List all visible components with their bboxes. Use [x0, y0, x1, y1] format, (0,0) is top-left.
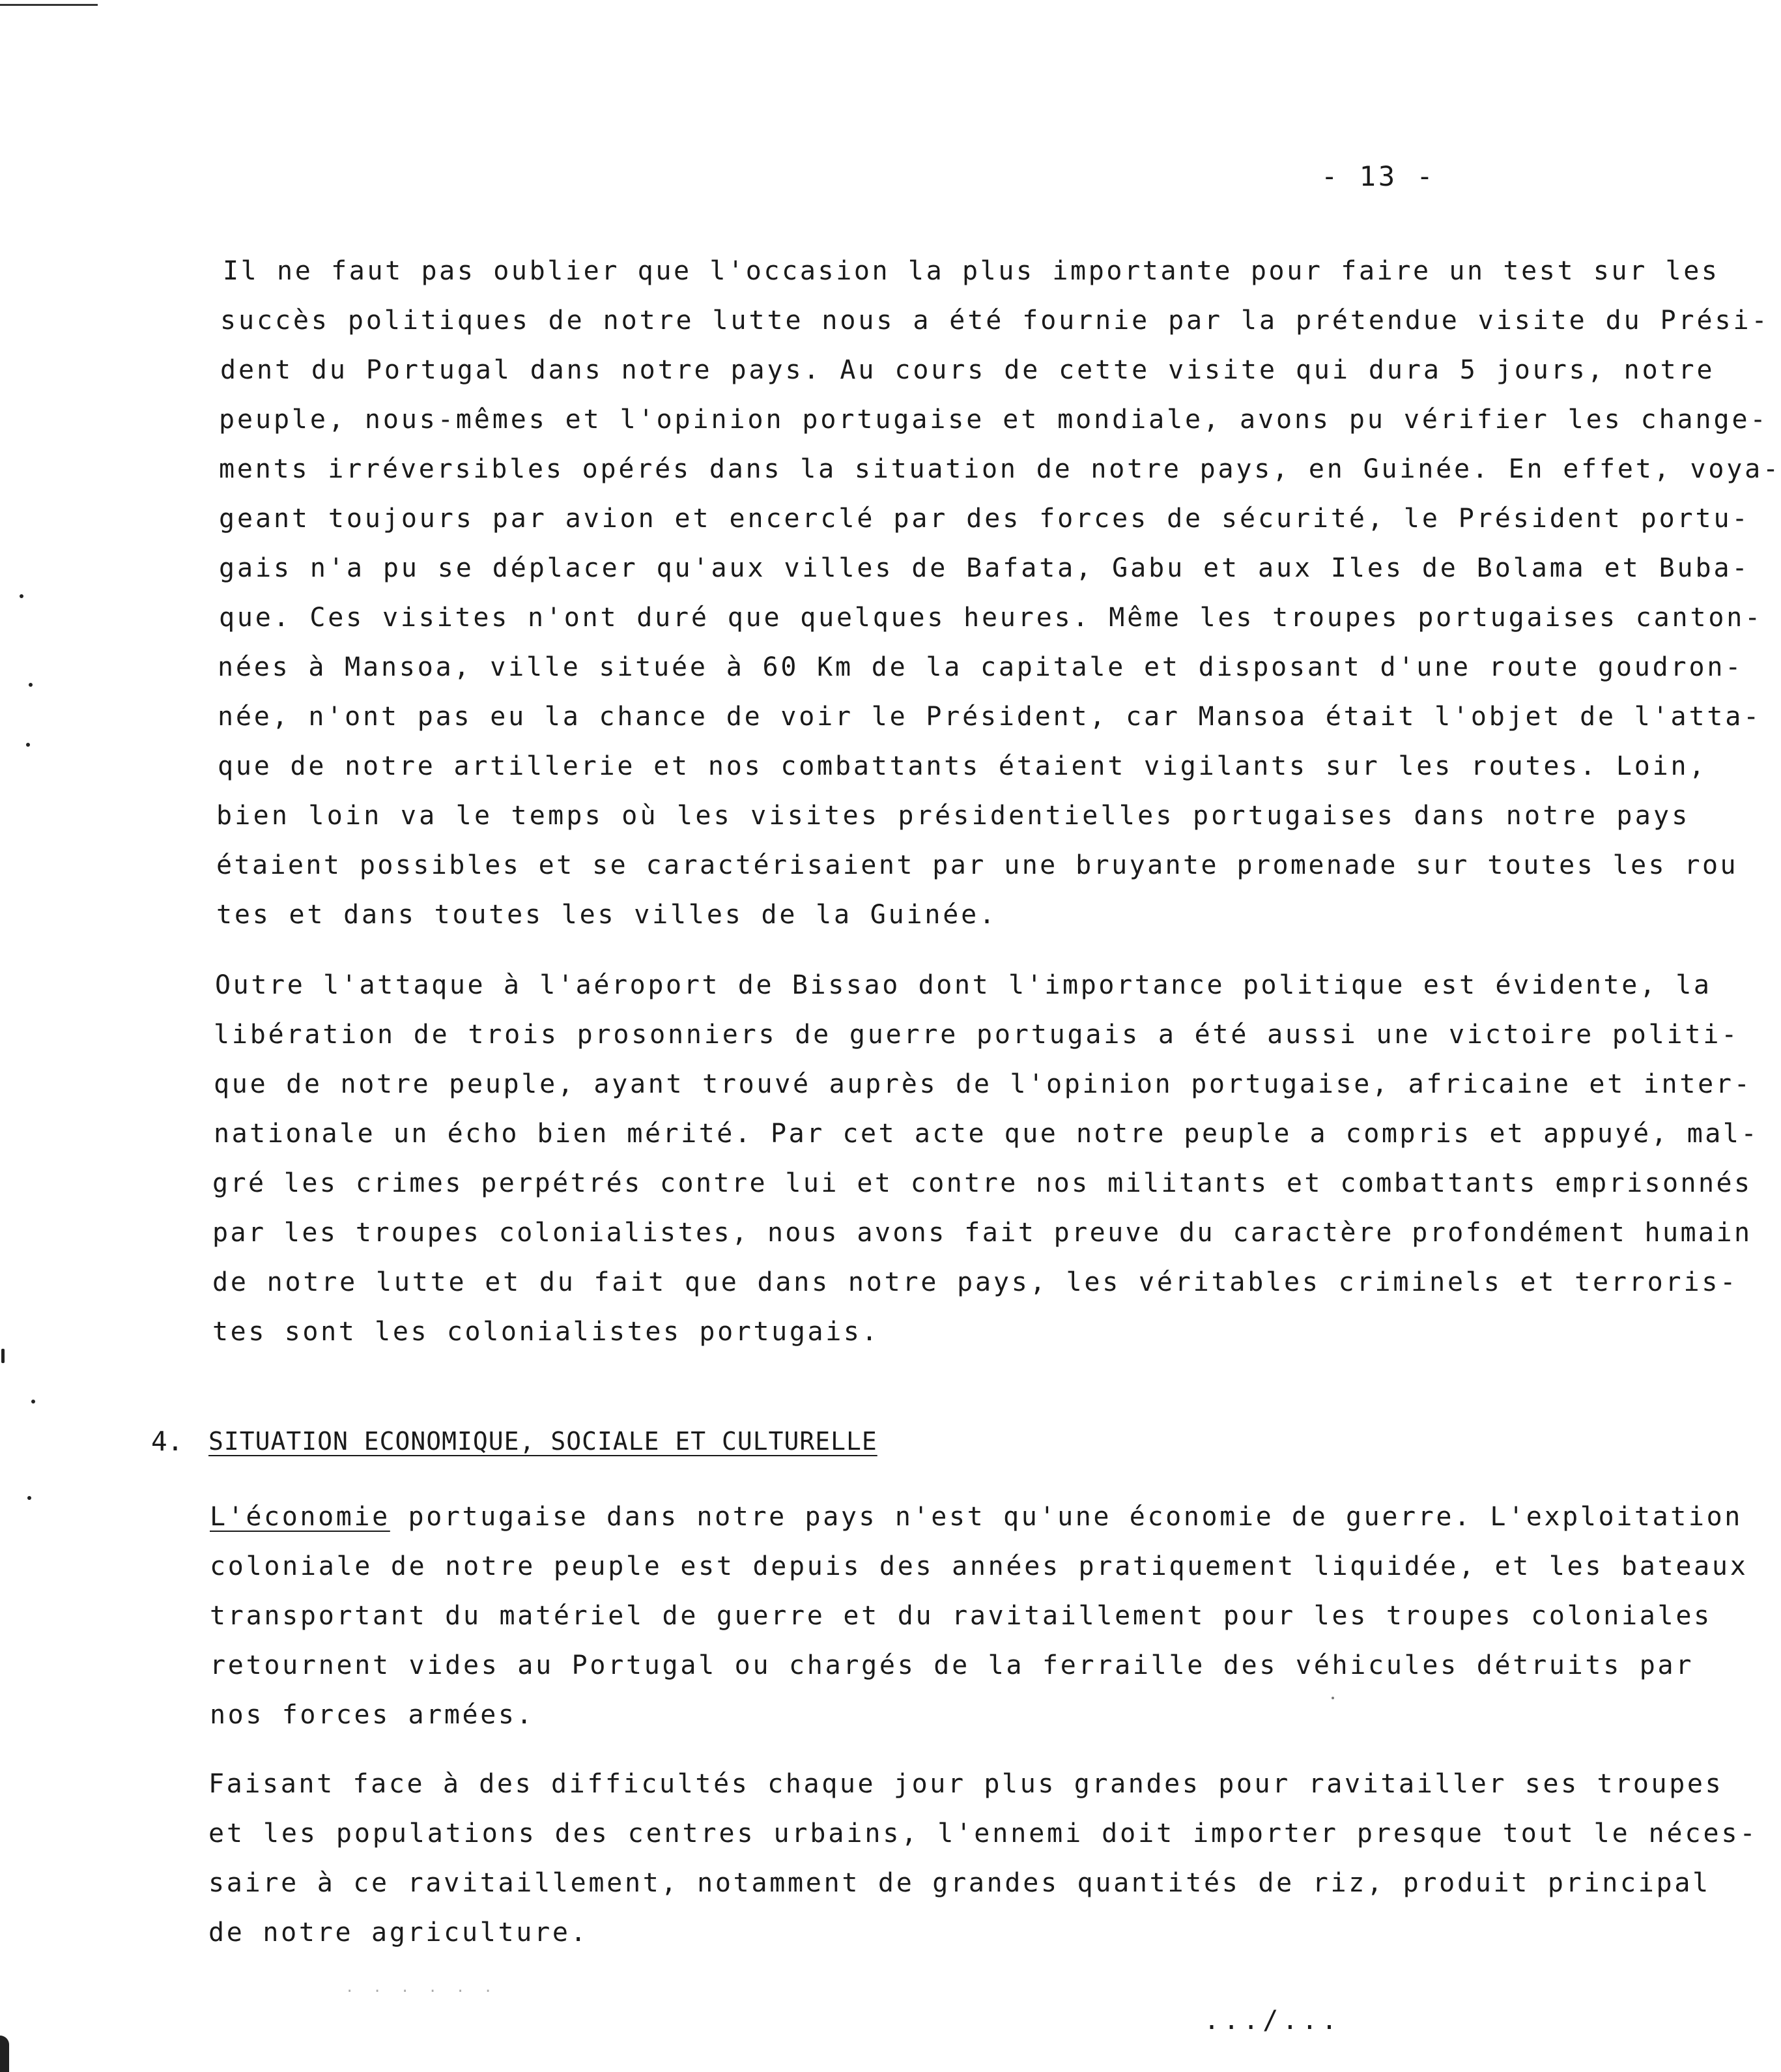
text-line: succès politiques de notre lutte nous a été fournie par la prétendue visite du Prési- [220, 306, 1770, 336]
text-line: libération de trois prosonniers de guerre portugais a été aussi une victoire politi- [214, 1020, 1740, 1050]
text-line: étaient possibles et se caractérisaient par une bruyante promenade sur toutes les rou [216, 850, 1738, 880]
section-number: 4. [151, 1426, 184, 1457]
faint-dots: · · · · · · [345, 1983, 498, 2000]
scan-edge [0, 2036, 9, 2072]
text-line: gré les crimes perpétrés contre lui et contre nos militants et combattants emprisonnés [212, 1168, 1752, 1198]
text-line [210, 1501, 1743, 1532]
text-line: Outre l'attaque à l'aéroport de Bissao dont l'importance politique est évidente, la [215, 970, 1712, 1000]
text-line: gais n'a pu se déplacer qu'aux villes de Bafata, Gabu et aux Iles de Bolama et Buba- [219, 553, 1750, 583]
text-line: dent du Portugal dans notre pays. Au cours de cette visite qui dura 5 jours, notre [220, 355, 1715, 385]
text-line: Faisant face à des difficultés chaque jour plus grandes pour ravitailler ses troupes [208, 1769, 1724, 1799]
text-line: née, n'ont pas eu la chance de voir le Président, car Mansoa était l'objet de l'atta- [218, 702, 1761, 732]
text-line: geant toujours par avion et encerclé par des forces de sécurité, le Président portu- [219, 504, 1750, 534]
top-rule [0, 4, 98, 6]
scan-speck [1, 1349, 5, 1363]
continuation-mark: .../... [1204, 2006, 1341, 2036]
scan-speck [1332, 1697, 1334, 1699]
scan-speck [31, 1400, 35, 1403]
text-line: nos forces armées. [210, 1700, 535, 1730]
text-line: de notre agriculture. [208, 1918, 589, 1948]
scan-speck [27, 1496, 31, 1500]
text-line: saire à ce ravitaillement, notamment de grandes quantités de riz, produit principal [208, 1868, 1711, 1898]
underlined-word: L'économie [210, 1502, 390, 1532]
text-line: de notre lutte et du fait que dans notre pays, les véritables criminels et terroris- [212, 1267, 1739, 1297]
text-line: peuple, nous-mêmes et l'opinion portugaise et mondiale, avons pu vérifier les change- [219, 405, 1769, 435]
text-line: Il ne faut pas oublier que l'occasion la plus importante pour faire un test sur les [223, 256, 1720, 286]
text-span: portugaise dans notre pays n'est qu'une économie de guerre. L'exploitation [390, 1502, 1743, 1532]
text-line: bien loin va le temps où les visites présidentielles portugaises dans notre pays [216, 801, 1690, 831]
scan-speck [29, 683, 33, 687]
text-line: tes et dans toutes les villes de la Guinée. [216, 900, 997, 930]
text-line: retournent vides au Portugal ou chargés de la ferraille des véhicules détruits par [210, 1650, 1694, 1680]
text-line: ments irréversibles opérés dans la situation de notre pays, en Guinée. En effet, voya- [219, 454, 1781, 484]
text-line: nationale un écho bien mérité. Par cet acte que notre peuple a compris et appuyé, mal- [214, 1119, 1760, 1149]
section-title: SITUATION ECONOMIQUE, SOCIALE ET CULTURELLE [208, 1427, 877, 1456]
text-line: transportant du matériel de guerre et du ravitaillement pour les troupes coloniales [210, 1601, 1712, 1631]
text-line: nées à Mansoa, ville située à 60 Km de la capitale et disposant d'une route goudron- [218, 652, 1744, 682]
page-number: - 13 - [1321, 160, 1436, 192]
text-line: que de notre peuple, ayant trouvé auprès de l'opinion portugaise, africaine et inter- [214, 1069, 1752, 1099]
text-line: que de notre artillerie et nos combattants étaient vigilants sur les routes. Loin, [218, 751, 1707, 781]
text-line: que. Ces visites n'ont duré que quelques heures. Même les troupes portugaises canton- [219, 603, 1763, 633]
scan-speck [26, 743, 30, 747]
text-line: et les populations des centres urbains, l'ennemi doit importer presque tout le néces- [208, 1819, 1758, 1849]
text-line: par les troupes colonialistes, nous avons fait preuve du caractère profondément humain [212, 1218, 1752, 1248]
text-line: tes sont les colonialistes portugais. [212, 1317, 880, 1347]
scan-speck [20, 594, 23, 598]
text-line: coloniale de notre peuple est depuis des années pratiquement liquidée, et les bateaux [210, 1551, 1748, 1581]
